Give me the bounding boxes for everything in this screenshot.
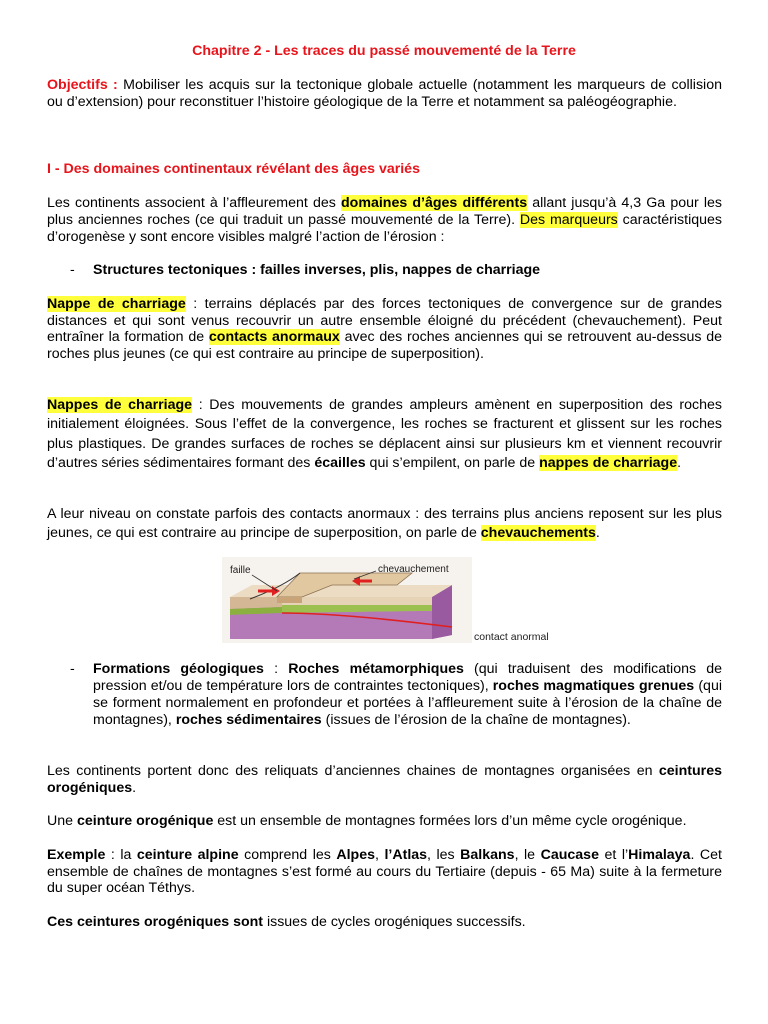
objectives-paragraph: [47, 77, 722, 110]
page-title: Chapitre 2 - Les traces du passé mouvementé de la Terre: [192, 43, 576, 59]
objectives-text: Mobiliser les acquis sur la tectonique globale actuelle (notamment les marqueurs de collision ou d’extension) pour reconstituer l’histoire géologique de la Terre et notamment sa paléogéographie.: [47, 77, 722, 110]
diagram-caption: contact anormal: [474, 631, 549, 643]
bullet-dash: -: [70, 661, 75, 677]
paragraph-contacts: A leur niveau on constate parfois des contacts anormaux : des terrains plus anciens reposent sur les plus jeunes, ce qui est contraire au principe de superposition, on parle de chevauchements.: [47, 506, 722, 541]
paragraph-reliquats: Les continents portent donc des reliquats d’anciennes chaines de montagnes organisées en ceintures orogéniques.: [47, 763, 722, 796]
paragraph-exemple: Exemple : la ceinture alpine comprend les Alpes, l’Atlas, les Balkans, le Caucase et l’Himalaya. Cet ensemble de chaînes de montagnes s’est formé au cours du Tertiaire (depuis - 65 Ma) suite à la fermeture du super océan Téthys.: [47, 847, 722, 896]
highlight-nappes: Nappes de charriage: [47, 397, 193, 413]
highlight-domaines: domaines d’âges différents: [341, 195, 528, 211]
label-faille: faille: [230, 565, 251, 576]
highlight-chevauchements: chevauchements: [480, 525, 596, 541]
highlight-contacts: contacts anormaux: [208, 329, 340, 345]
bullet-formations: Formations géologiques : Roches métamorphiques (qui traduisent des modifications de pression et/ou de température lors de contraintes tectoniques), roches magmatiques grenues (qui se forment normalement en profondeur et portées à l’affleurement suite à l’érosion de la chaîne de montagnes), roches sédimentaires (issues de l’érosion de la chaîne de montagnes).: [93, 661, 723, 728]
section-heading: I - Des domaines continentaux révélant des âges variés: [47, 161, 420, 177]
paragraph-conclusion: Ces ceintures orogéniques sont issues de cycles orogéniques successifs.: [47, 914, 526, 930]
thrust-fault-diagram: [222, 557, 472, 643]
paragraph-nappe-definition: Nappe de charriage : terrains déplacés par des forces tectoniques de convergence sur de grandes distances et qui sont venus recouvrir un autre ensemble éloigné du précédent (chevauchement). Peut entraîner la formation de contacts anormaux avec des roches anciennes qui se retrouvent au-dessus de roches plus jeunes (ce qui est contraire au principe de superposition).: [47, 296, 723, 362]
bullet-dash: -: [70, 262, 75, 278]
objectives-label: Objectifs :: [47, 77, 118, 93]
paragraph-nappes-charriage: Nappes de charriage : Des mouvements de grandes ampleurs amènent en superposition des roches initialement éloignées. Sous l’effet de la convergence, les roches se fracturent et glissent sur les roches plus plastiques. De grandes surfaces de roches se déplacent ainsi sur plusieurs km et viennent recouvrir d’autres séries sédimentaires formant des écailles qui s’empilent, on parle de nappes de charriage.: [47, 397, 722, 471]
label-chevauchement: chevauchement: [378, 564, 449, 575]
paragraph-definition-ceinture: Une ceinture orogénique est un ensemble de montagnes formées lors d’un même cycle orogénique.: [47, 813, 687, 829]
highlight-marqueurs: Des marqueurs: [519, 212, 618, 228]
bullet-structures: Structures tectoniques : failles inverses, plis, nappes de charriage: [93, 262, 541, 278]
paragraph-domains: Les continents associent à l’affleurement des domaines d’âges différents allant jusqu’à 4,3 Ga pour les plus anciennes roches (ce qui traduit un passé mouvementé de la Terre). Des marqueurs caractéristiques d’orogenèse y sont encore visibles malgré l’action de l’érosion :: [47, 195, 722, 245]
highlight-nappes-charriage: nappes de charriage: [539, 454, 678, 471]
highlight-nappe: Nappe de charriage: [47, 296, 186, 312]
